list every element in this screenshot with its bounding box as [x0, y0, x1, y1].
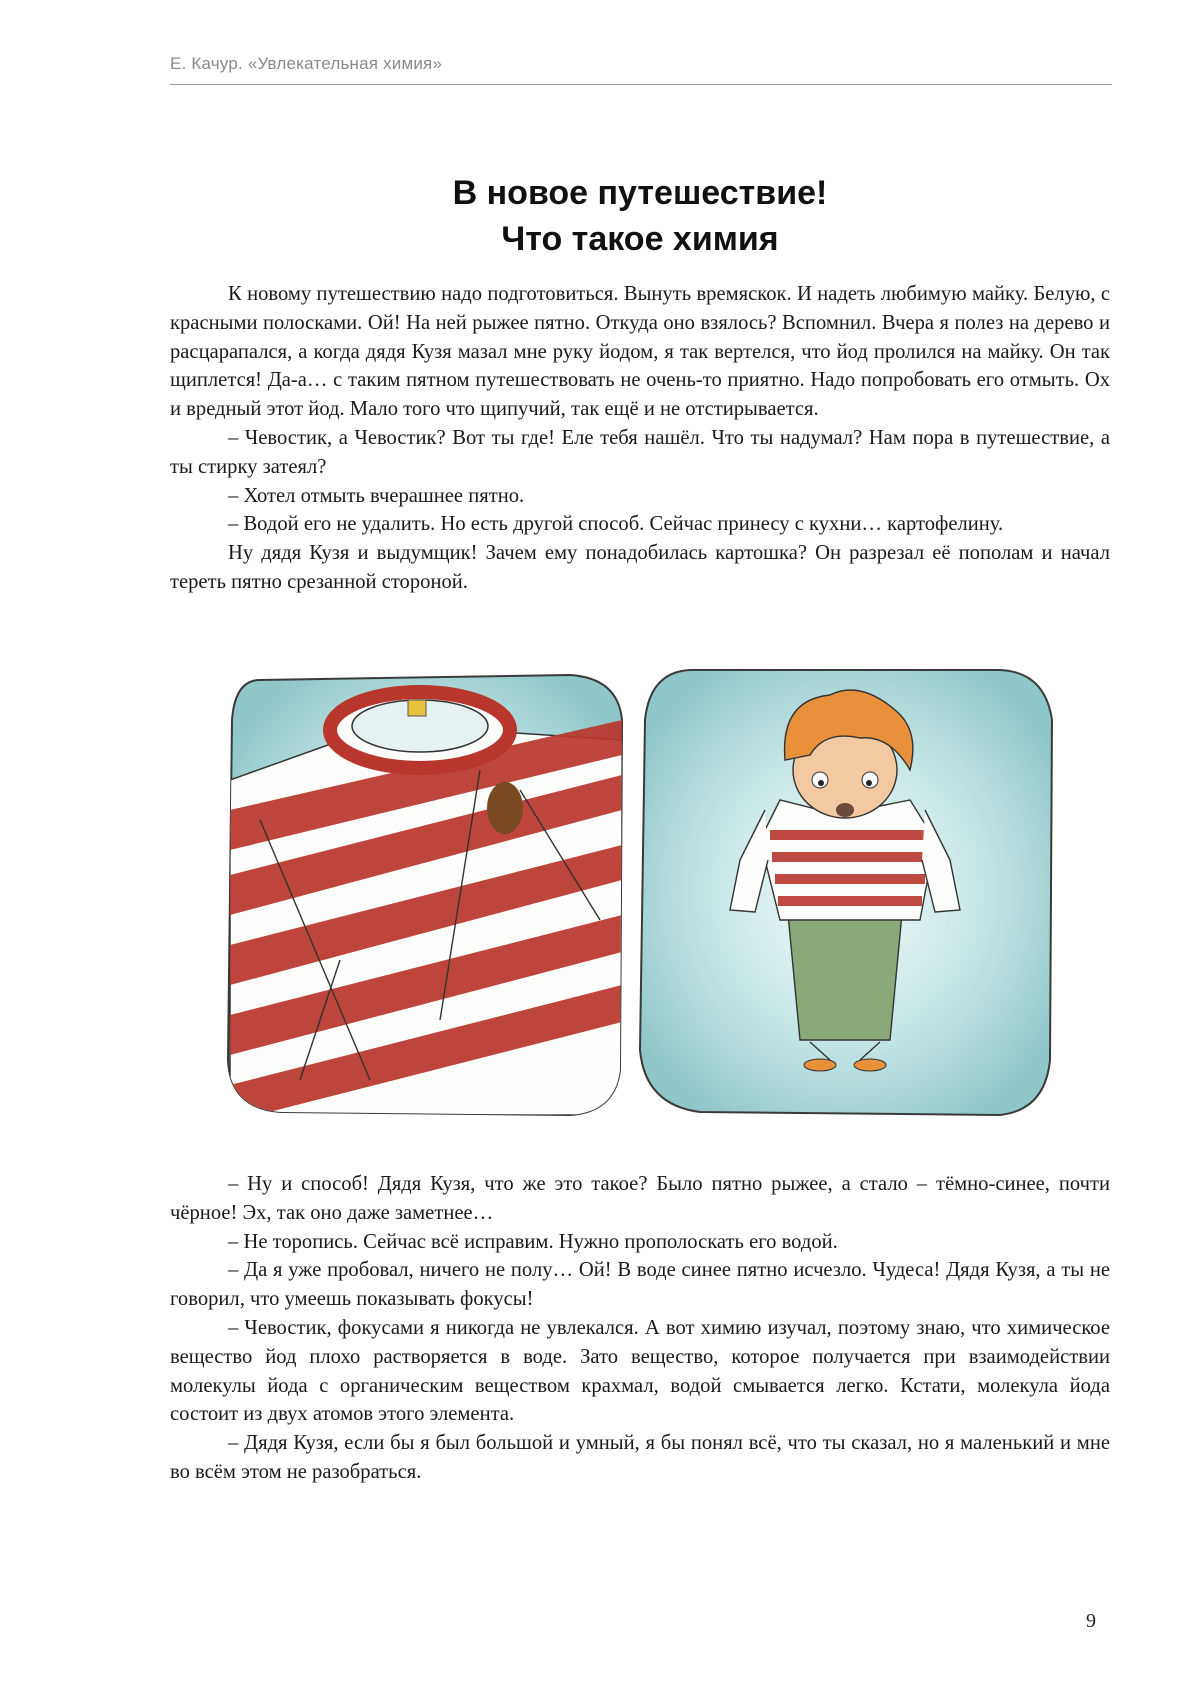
iodine-stain	[487, 782, 523, 834]
paragraph: – Ну и способ! Дядя Кузя, что же это такое? Было пятно рыжее, а стало – тёмно-синее, почти чёрное! Эх, так оно даже заметнее…	[170, 1173, 1110, 1224]
illustrations-svg	[220, 660, 1080, 1130]
paragraph: – Чевостик, фокусами я никогда не увлекался. А вот химию изучал, поэтому знаю, что химическое вещество йод плохо растворяется в воде. Зато вещество, которое получается при взаимодействии молекулы йода с органическим веществом крахмал, водой смывается легко. Кстати, молекула йода состоит из двух атомов этого элемента.	[170, 1316, 1110, 1426]
paragraph: – Не торопись. Сейчас всё исправим. Нужно прополоскать его водой.	[228, 1230, 838, 1253]
chapter-title-line-1: В новое путешествие!	[452, 174, 828, 212]
paragraph: Ну дядя Кузя и выдумщик! Зачем ему понадобилась картошка? Он разрезал её пополам и начал тереть пятно срезанной стороной.	[170, 542, 1110, 593]
illustrations	[220, 660, 1080, 1130]
sweater-illustration	[228, 675, 622, 1122]
boy-illustration	[640, 670, 1052, 1115]
header-rule	[170, 84, 1112, 85]
paragraph: – Да я уже пробовал, ничего не полу… Ой! В воде синее пятно исчезло. Чудеса! Дядя Кузя, а ты не говорил, что умеешь показывать фокусы!	[170, 1259, 1110, 1311]
paragraph: К новому путешествию надо подготовиться. Вынуть времяскок. И надеть любимую майку. Белую, с красными полосками. Ой! На ней рыжее пятно. Откуда оно взялось? Вспомнил. Вчера я полез на дерево и расцарапался, а когда дядя Кузя мазал мне руку йодом, я так вертелся, что йод пролился на майку. Он так щиплется! Да-а… с таким пятном путешествовать не очень-то приятно. Надо попробовать его отмыть. Ох и вредный этот йод. Мало того что щипучий, так ещё и не отстирывается.	[170, 283, 1110, 421]
page-number: 9	[1086, 1610, 1096, 1632]
chapter-title-line-2: Что такое химия	[501, 220, 779, 258]
text-block-top	[170, 280, 1110, 597]
text-block-bottom	[170, 1170, 1110, 1487]
paragraph: – Хотел отмыть вчерашнее пятно.	[228, 484, 525, 507]
chapter-title	[170, 170, 1110, 262]
paragraph: – Водой его не удалить. Но есть другой способ. Сейчас принесу с кухни… картофелину.	[228, 513, 1004, 536]
paragraph: – Чевостик, а Чевостик? Вот ты где! Еле тебя нашёл. Что ты надумал? Нам пора в путешествие, а ты стирку затеял?	[170, 426, 1110, 478]
running-head: Е. Качур. «Увлекательная химия»	[170, 54, 443, 73]
paragraph: – Дядя Кузя, если бы я был большой и умный, я бы понял всё, что ты сказал, но я маленький и мне во всём этом не разобраться.	[170, 1432, 1110, 1483]
